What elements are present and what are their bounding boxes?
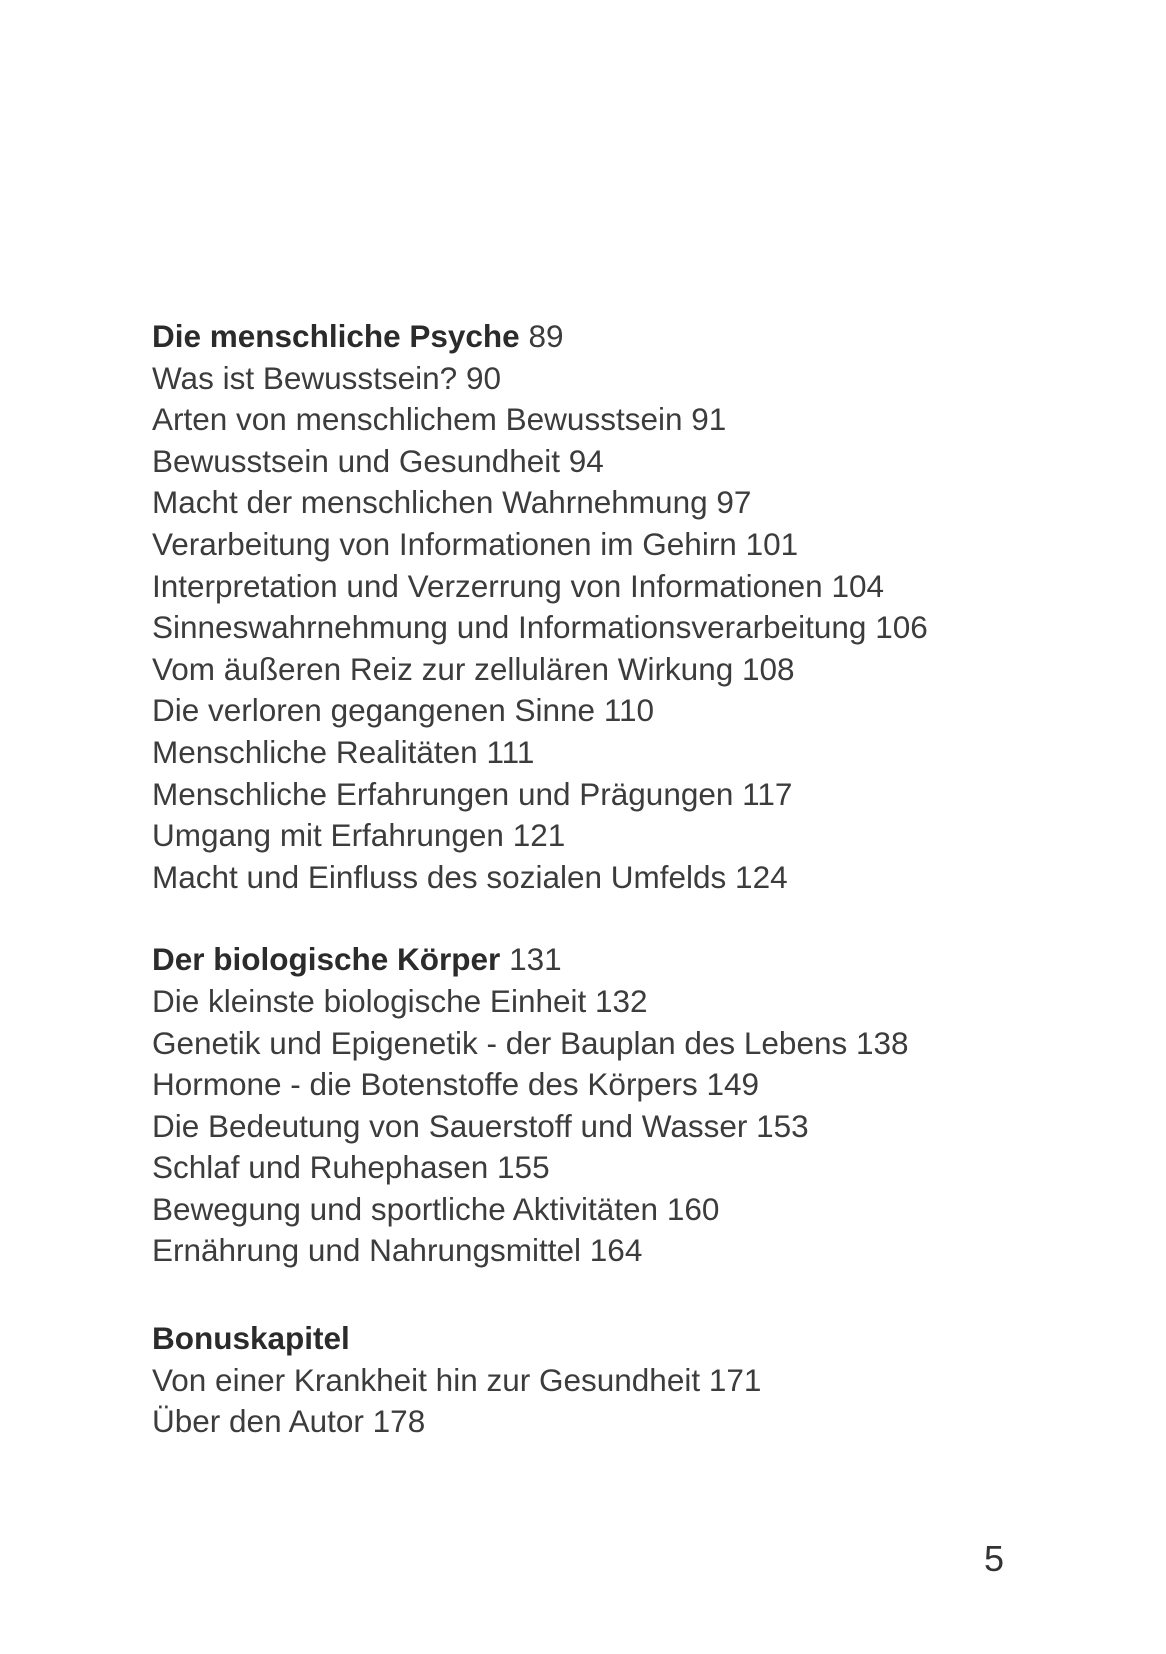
section-heading-page: 131: [509, 941, 562, 978]
toc-section-koerper: [152, 939, 928, 1272]
toc-entry: [152, 1023, 928, 1065]
toc-entry-title: Genetik und Epigenetik - der Bauplan des Lebens: [152, 1024, 848, 1061]
toc-entry-page: 117: [742, 775, 793, 812]
toc-entry-title: Umgang mit Erfahrungen: [152, 817, 504, 854]
toc-entry: [152, 1360, 928, 1402]
toc-entry: [152, 1106, 928, 1148]
toc-entry: [152, 482, 928, 524]
toc-entry-page: 104: [831, 567, 884, 604]
toc-entry-page: 149: [706, 1066, 760, 1103]
toc-entry-page: 178: [372, 1403, 426, 1440]
toc-entry-page: 132: [595, 982, 648, 1019]
section-heading: [152, 939, 928, 981]
toc-entry-title: Die Bedeutung von Sauerstoff und Wasser: [152, 1107, 748, 1144]
toc-entry: [152, 774, 928, 816]
toc-entry-page: 155: [497, 1149, 550, 1186]
toc-entry-title: Schlaf und Ruhephasen: [152, 1149, 489, 1186]
section-heading-text: Die menschliche Psyche: [152, 318, 520, 354]
toc-entry: [152, 399, 928, 441]
toc-entry: [152, 566, 928, 608]
toc-entry-page: 90: [465, 359, 501, 396]
toc-entry: [152, 358, 928, 400]
toc-entry-page: 108: [742, 650, 795, 687]
toc-entry-title: Interpretation und Verzerrung von Informationen: [152, 567, 823, 604]
toc-section-bonus: [152, 1318, 928, 1443]
toc-entry: [152, 732, 928, 774]
toc-entry-title: Von einer Krankheit hin zur Gesundheit: [152, 1361, 701, 1398]
toc-entry-page: 91: [691, 401, 727, 438]
toc-entry-page: 164: [589, 1232, 643, 1269]
toc-entry: [152, 1064, 928, 1106]
toc-entry-title: Sinneswahrnehmung und Informationsverarbeitung: [152, 609, 867, 646]
toc-entry-title: Bewegung und sportliche Aktivitäten: [152, 1190, 659, 1227]
toc-entry: [152, 607, 928, 649]
toc-entry-page: 106: [875, 609, 928, 646]
toc-entry: [152, 524, 928, 566]
toc-entry-title: Arten von menschlichem Bewusstsein: [152, 401, 683, 438]
toc-entry-page: 111: [486, 733, 535, 770]
toc-entry: [152, 1189, 928, 1231]
toc-entry-page: 160: [666, 1190, 720, 1227]
toc-entry: [152, 815, 928, 857]
toc-entry-title: Über den Autor: [152, 1403, 364, 1440]
toc-entry: [152, 857, 928, 899]
section-heading-text: Der biologische Körper: [152, 941, 501, 978]
section-heading-text: Bonuskapitel: [152, 1320, 350, 1357]
section-heading: [152, 316, 928, 358]
toc-entry: [152, 981, 928, 1023]
toc-entry-title: Bewusstsein und Gesundheit: [152, 442, 561, 479]
toc-entry-page: 153: [756, 1107, 809, 1144]
toc-entry-title: Vom äußeren Reiz zur zellulären Wirkung: [152, 650, 734, 687]
toc-entry-title: Die verloren gegangenen Sinne: [152, 692, 596, 729]
toc-entry-page: 110: [603, 692, 655, 729]
toc-entry-page: 121: [512, 817, 566, 854]
toc-entry: [152, 1230, 928, 1272]
toc-entry: [152, 1401, 928, 1443]
toc-entry-title: Verarbeitung von Informationen im Gehirn: [152, 525, 737, 562]
toc-entry-title: Menschliche Realitäten: [152, 733, 478, 770]
toc-entry-page: 138: [856, 1024, 909, 1061]
toc-entry-page: 171: [708, 1361, 762, 1398]
page-number: 5: [983, 1538, 1004, 1579]
toc-entry: [152, 441, 928, 483]
table-of-contents: [152, 316, 928, 1443]
toc-entry-page: 94: [568, 442, 604, 479]
toc-entry-title: Was ist Bewusstsein?: [152, 359, 458, 396]
toc-entry-page: 101: [745, 525, 799, 562]
toc-entry-title: Menschliche Erfahrungen und Prägungen: [152, 775, 734, 812]
toc-entry-title: Hormone - die Botenstoffe des Körpers: [152, 1066, 698, 1103]
toc-entry: [152, 649, 928, 691]
section-heading-page: 89: [528, 318, 564, 354]
toc-entry-title: Ernährung und Nahrungsmittel: [152, 1232, 582, 1269]
toc-entry-title: Macht der menschlichen Wahrnehmung: [152, 484, 708, 521]
toc-entry-page: 124: [735, 858, 788, 895]
toc-entry: [152, 690, 928, 732]
toc-entry-title: Macht und Einfluss des sozialen Umfelds: [152, 858, 727, 895]
toc-entry-page: 97: [716, 484, 752, 521]
toc-entry: [152, 1147, 928, 1189]
toc-entry-title: Die kleinste biologische Einheit: [152, 982, 587, 1019]
toc-section-psyche: [152, 316, 928, 898]
section-heading: [152, 1318, 928, 1360]
